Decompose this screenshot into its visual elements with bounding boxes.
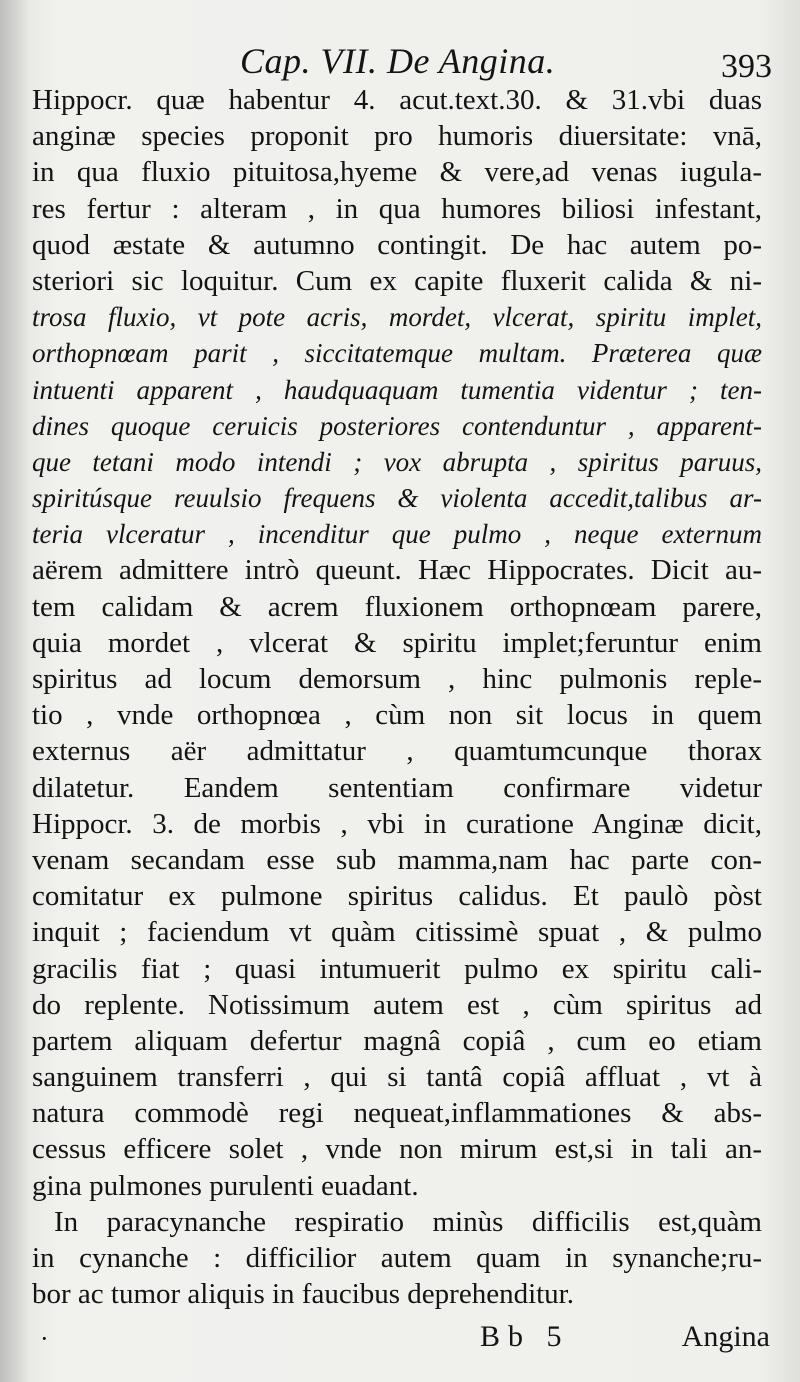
text-line: comitatur ex pulmone spiritus calidus. Et paulò pòst (32, 880, 762, 913)
text-line: dines quoque ceruicis posteriores contenduntur , apparent- (32, 410, 762, 441)
text-line: orthopnœam parit , siccitatemque multam. Præterea quæ (32, 338, 762, 369)
text-line: teria vlceratur , incenditur que pulmo , neque externum (32, 519, 762, 550)
text-line: dilatetur. Eandem sententiam confirmare videtur (32, 771, 762, 804)
text-line: gina pulmones purulenti euadant. (32, 1169, 419, 1202)
text-line: res fertur : alteram , in qua humores biliosi infestant, (32, 192, 762, 225)
running-title: Cap. VII. De Angina. (240, 41, 556, 81)
body-text (32, 82, 762, 1312)
text-line: bor ac tumor aliquis in faucibus deprehenditur. (32, 1278, 574, 1311)
text-line: Hippocr. 3. de morbis , vbi in curatione Anginæ dicit, (32, 807, 762, 840)
text-line: inquit ; faciendum vt quàm citissimè spuat , & pulmo (32, 916, 762, 949)
text-line: tem calidam & acrem fluxionem orthopnœam parere, (32, 590, 762, 623)
text-line: quia mordet , vlcerat & spiritu implet;feruntur enim (32, 626, 762, 659)
text-line: in cynanche : difficilior autem quam in synanche;ru- (32, 1242, 762, 1274)
text-line: steriori sic loquitur. Cum ex capite fluxerit calida & ni- (32, 264, 762, 297)
text-line: sanguinem transferri , qui si tantâ copiâ affluat , vt à (32, 1061, 762, 1094)
text-line: tio , vnde orthopnœa , cùm non sit locus in quem (32, 699, 762, 732)
text-line: do replente. Notissimum autem est , cùm spiritus ad (32, 988, 762, 1021)
text-line: spiritus ad locum demorsum , hinc pulmonis reple- (32, 663, 762, 695)
text-line: anginæ species proponit pro humoris diuersitate: vnā, (32, 120, 762, 153)
text-line: externus aër admittatur , quamtumcunque thorax (32, 735, 762, 768)
text-line: In paracynanche respiratio minùs difficilis est,quàm (54, 1205, 762, 1238)
text-line: que tetani modo intendi ; vox abrupta , spiritus paruus, (32, 446, 762, 477)
catchword: Angina (681, 1320, 770, 1353)
text-line: aërem admittere intrò queunt. Hæc Hippocrates. Dicit au- (32, 554, 762, 587)
text-line: in qua fluxio pituitosa,hyeme & vere,ad venas iugula- (32, 156, 762, 189)
text-line: partem aliquam defertur magnâ copiâ , cum eo etiam (32, 1024, 762, 1057)
text-line: spiritúsque reuulsio frequens & violenta accedit,talibus ar- (32, 483, 762, 514)
text-line: venam secandam esse sub mamma,nam hac parte con- (32, 843, 762, 876)
footer-mark: · (40, 1324, 49, 1353)
text-line: quod æstate & autumno contingit. De hac autem po- (32, 228, 762, 261)
text-line: natura commodè regi nequeat,inflammationes & abs- (32, 1097, 762, 1130)
text-line: gracilis fiat ; quasi intumuerit pulmo ex spiritu cali- (32, 952, 762, 985)
text-line: cessus efficere solet , vnde non mirum est,si in tali an- (32, 1133, 762, 1166)
page-number: 393 (721, 48, 772, 85)
text-line: trosa fluxio, vt pote acris, mordet, vlcerat, spiritu implet, (32, 302, 762, 333)
page-footer (40, 1320, 770, 1364)
page-header (40, 34, 780, 84)
text-line: Hippocr. quæ habentur 4. acut.text.30. & 31.vbi duas (32, 84, 762, 116)
text-line: intuenti apparent , haudquaquam tumentia videntur ; ten- (32, 374, 762, 405)
signature-mark: Bb 5 (480, 1320, 570, 1353)
